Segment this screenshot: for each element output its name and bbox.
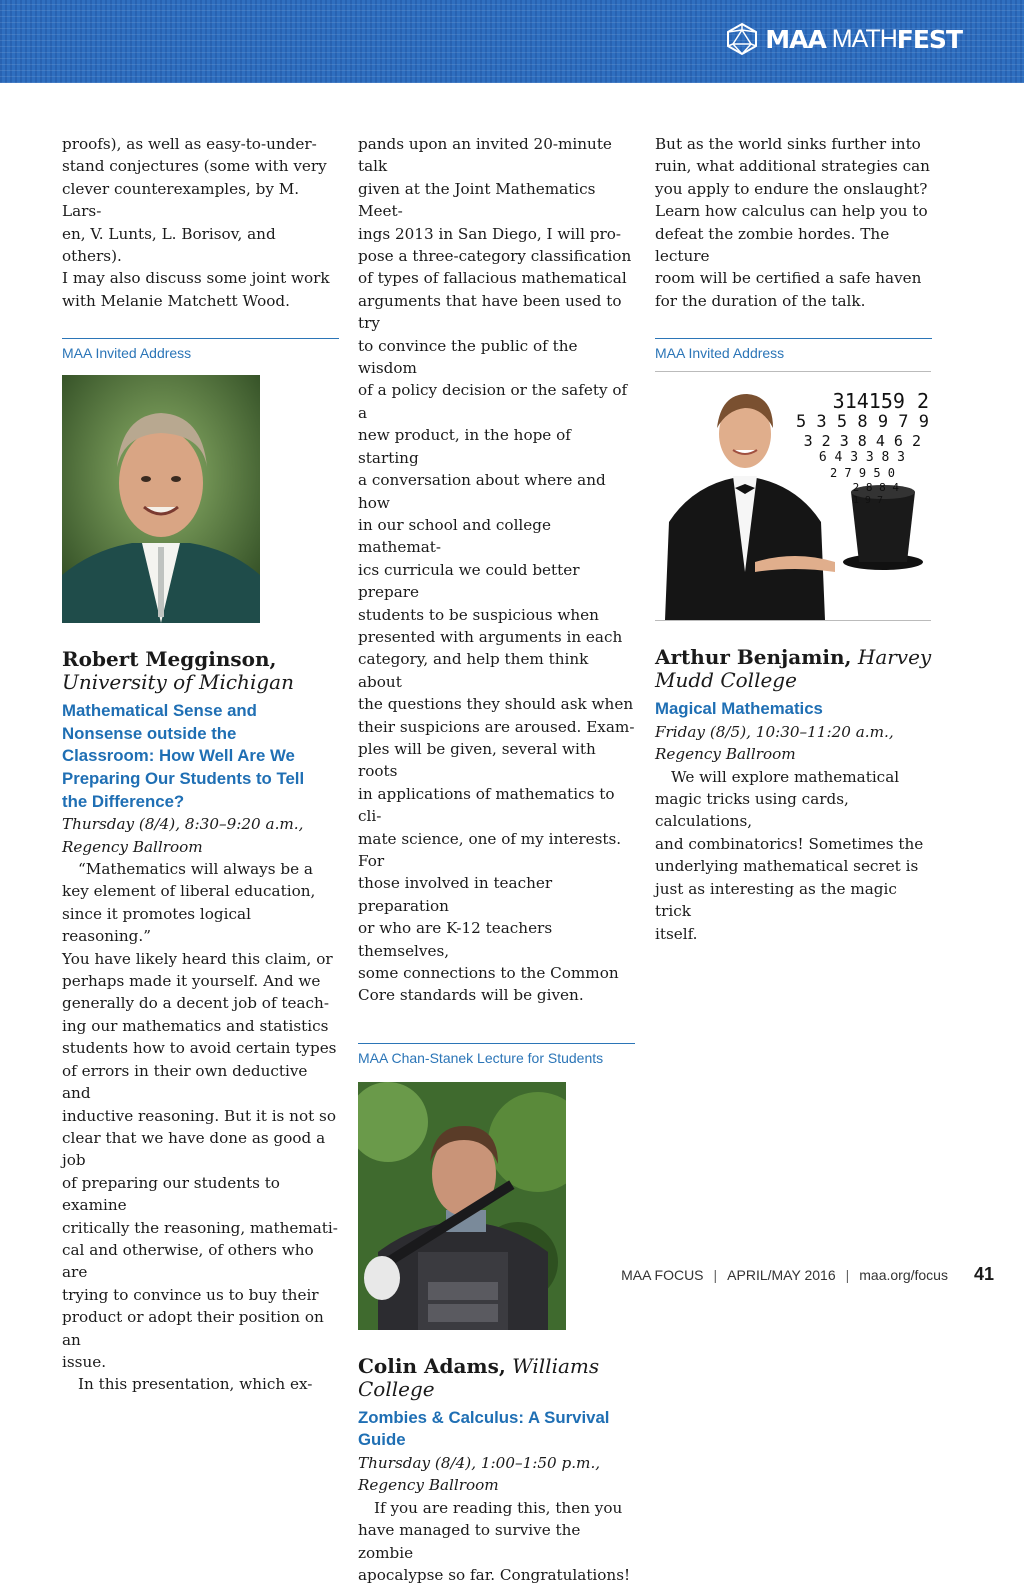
- text-line: cal and otherwise, of others who are: [62, 1240, 314, 1282]
- text-line: in applications of mathematics to cli-: [358, 784, 615, 826]
- text-line: arguments that have been used to try: [358, 291, 622, 333]
- section-divider: [358, 1043, 635, 1066]
- talk-venue: Regency Ballroom: [655, 745, 796, 764]
- text-line: of preparing our students to examine: [62, 1173, 280, 1215]
- text-line: for the duration of the talk.: [655, 291, 866, 310]
- talk-abstract: [655, 766, 932, 945]
- text-line: or who are K-12 teachers themselves,: [358, 919, 553, 960]
- col2-continued-text: [358, 133, 635, 1007]
- text-line: “Mathematics will always be a: [78, 860, 313, 879]
- text-line: students how to avoid certain types: [62, 1039, 337, 1058]
- text-line: If you are reading this, then you: [374, 1498, 623, 1517]
- text-line: students to be suspicious when: [358, 605, 599, 624]
- text-line: given at the Joint Mathematics Meet-: [358, 179, 596, 221]
- header-banner: [0, 0, 1024, 83]
- speaker-heading: [62, 648, 339, 694]
- talk-title-line: Classroom: How Well Are We: [62, 746, 295, 766]
- text-line: You have likely heard this claim, or: [62, 949, 333, 968]
- text-line: I may also discuss some joint work: [62, 269, 330, 288]
- text-line: those involved in teacher preparation: [358, 874, 553, 915]
- talk-time: Thursday (8/4), 1:00–1:50 p.m.,: [358, 1454, 601, 1473]
- text-line: of errors in their own deductive and: [62, 1061, 308, 1103]
- speaker-photo-benjamin: [655, 371, 931, 621]
- col1-continued-text: [62, 133, 339, 312]
- text-line: and combinatorics! Sometimes the: [655, 834, 924, 853]
- text-line: magic tricks using cards, calculations,: [655, 790, 849, 831]
- text-line: We will explore mathematical: [671, 767, 900, 786]
- icosahedron-icon: [725, 22, 759, 56]
- text-line: Core standards will be given.: [358, 986, 584, 1005]
- text-line: issue.: [62, 1352, 107, 1371]
- text-line: ruin, what additional strategies can: [655, 157, 930, 176]
- section-label: MAA Invited Address: [655, 345, 785, 362]
- section-label: MAA Chan-Stanek Lecture for Students: [358, 1049, 604, 1066]
- speaker-institution: Williams: [512, 1353, 600, 1378]
- pi-digit-row: 1 9 7: [852, 495, 883, 507]
- talk-title-line: Zombies & Calculus: A Survival: [358, 1407, 610, 1427]
- text-line: ing our mathematics and statistics: [62, 1016, 329, 1035]
- talk-venue: Regency Ballroom: [62, 837, 203, 856]
- text-line: stand conjectures (some with very: [62, 157, 327, 176]
- talk-title-line: Guide: [358, 1430, 406, 1450]
- talk-title-line: Mathematical Sense and: [62, 701, 257, 721]
- logo-fest: FEST: [896, 24, 962, 54]
- speaker-heading: [655, 646, 932, 692]
- speaker-photo-megginson: [62, 375, 260, 623]
- text-line: generally do a decent job of teach-: [62, 994, 329, 1013]
- text-line: inductive reasoning. But it is not so: [62, 1106, 336, 1125]
- pi-digit-row: 6 4 3 3 8 3: [818, 450, 905, 466]
- text-line: to convince the public of the wisdom: [358, 336, 578, 378]
- page-footer: [621, 1264, 994, 1285]
- speaker-name: Arthur Benjamin,: [655, 645, 852, 670]
- text-line: clever counterexamples, by M. Lars-: [62, 179, 300, 221]
- speaker-institution: University of Michigan: [62, 670, 294, 695]
- talk-title: [358, 1407, 635, 1452]
- footer-separator: |: [845, 1267, 850, 1283]
- text-line: just as interesting as the magic trick: [655, 879, 897, 921]
- mathfest-logo: [725, 22, 962, 56]
- footer-url[interactable]: maa.org/focus: [859, 1267, 948, 1283]
- text-line: pands upon an invited 20-minute talk: [358, 135, 612, 176]
- text-line: in our school and college mathemat-: [358, 515, 551, 557]
- text-line: In this presentation, which ex-: [78, 1375, 313, 1394]
- footer-issue: APRIL/MAY 2016: [727, 1267, 836, 1283]
- logo-math: MATH: [831, 24, 897, 53]
- pi-digit-row: 314159 2: [832, 389, 929, 414]
- text-line: category, and help them think about: [358, 650, 589, 691]
- text-line: perhaps made it yourself. And we: [62, 972, 321, 991]
- logo-maa: MAA: [765, 24, 826, 54]
- speaker-name: Colin Adams,: [358, 1353, 506, 1378]
- text-line: with Melanie Matchett Wood.: [62, 291, 290, 310]
- text-line: mate science, one of my interests. For: [358, 829, 622, 870]
- text-line: some connections to the Common: [358, 964, 619, 983]
- talk-title-line: the Difference?: [62, 791, 185, 811]
- text-line: Learn how calculus can help you to: [655, 202, 928, 221]
- talk-title-line: Nonsense outside the: [62, 723, 237, 743]
- text-line: apocalypse so far. Congratulations!: [358, 1566, 631, 1585]
- text-line: you apply to endure the onslaught?: [655, 179, 928, 198]
- pi-digit-row: 2 8 8 4: [852, 481, 899, 495]
- text-line: en, V. Lunts, L. Borisov, and others).: [62, 224, 276, 266]
- text-line: itself.: [655, 924, 698, 943]
- text-line: ics curricula we could better prepare: [358, 560, 580, 602]
- text-line: key element of liberal education,: [62, 882, 316, 901]
- pi-digit-row: 2 7 9 5 0: [829, 466, 895, 481]
- speaker-institution: Harvey: [857, 645, 932, 670]
- column-3: [655, 133, 932, 945]
- text-line: ings 2013 in San Diego, I will pro-: [358, 224, 622, 243]
- text-line: the questions they should ask when: [358, 695, 634, 714]
- speaker-institution-cont: Mudd College: [655, 668, 797, 693]
- speaker-institution-cont: College: [358, 1376, 435, 1401]
- speaker-photo-adams: [358, 1082, 566, 1330]
- text-line: critically the reasoning, mathemati-: [62, 1218, 338, 1237]
- text-line: room will be certified a safe haven: [655, 269, 922, 288]
- text-line: proofs), as well as easy-to-under-: [62, 135, 317, 153]
- speaker-heading: [358, 1355, 635, 1401]
- text-line: presented with arguments in each: [358, 627, 623, 646]
- talk-title: [62, 700, 339, 813]
- text-line: new product, in the hope of starting: [358, 426, 571, 467]
- talk-title-line: Preparing Our Students to Tell: [62, 769, 305, 789]
- column-2: [358, 133, 635, 1586]
- footer-separator: |: [713, 1267, 718, 1283]
- pi-digit-row: 3 2 3 8 4 6 2: [803, 432, 921, 451]
- text-line: a conversation about where and how: [358, 471, 606, 512]
- talk-time: Thursday (8/4), 8:30–9:20 a.m.,: [62, 815, 304, 834]
- footer-publication: MAA FOCUS: [621, 1267, 704, 1283]
- pi-digit-row: 5 3 5 8 9 7 9: [795, 412, 929, 433]
- text-line: pose a three-category classification: [358, 247, 632, 266]
- column-1: [62, 133, 339, 1396]
- text-line: defeat the zombie hordes. The lecture: [655, 224, 890, 266]
- talk-time: Friday (8/5), 10:30–11:20 a.m.,: [655, 722, 894, 741]
- talk-venue: Regency Ballroom: [358, 1476, 499, 1495]
- page-number: 41: [973, 1264, 994, 1284]
- speaker-name: Robert Megginson,: [62, 647, 277, 672]
- text-line: of types of fallacious mathematical: [358, 269, 627, 288]
- text-line: underlying mathematical secret is: [655, 857, 919, 876]
- talk-title: Magical Mathematics: [655, 699, 823, 719]
- text-line: product or adopt their position on an: [62, 1308, 324, 1349]
- text-line: trying to convince us to buy their: [62, 1285, 319, 1304]
- section-label: MAA Invited Address: [62, 345, 192, 362]
- text-line: have managed to survive the zombie: [358, 1521, 581, 1562]
- section-divider: [62, 338, 339, 361]
- text-line: ples will be given, several with roots: [358, 739, 596, 781]
- text-line: of a policy decision or the safety of a: [358, 381, 628, 422]
- text-line: their suspicions are aroused. Exam-: [358, 717, 635, 736]
- talk-abstract: [62, 858, 339, 1396]
- pi-digits: [783, 390, 929, 507]
- col3-continued-text: [655, 133, 932, 312]
- talk-abstract: [358, 1497, 635, 1586]
- text-line: But as the world sinks further into: [655, 135, 921, 153]
- text-line: since it promotes logical reasoning.”: [62, 904, 251, 946]
- section-divider: [655, 338, 932, 361]
- text-line: clear that we have done as good a job: [62, 1128, 326, 1170]
